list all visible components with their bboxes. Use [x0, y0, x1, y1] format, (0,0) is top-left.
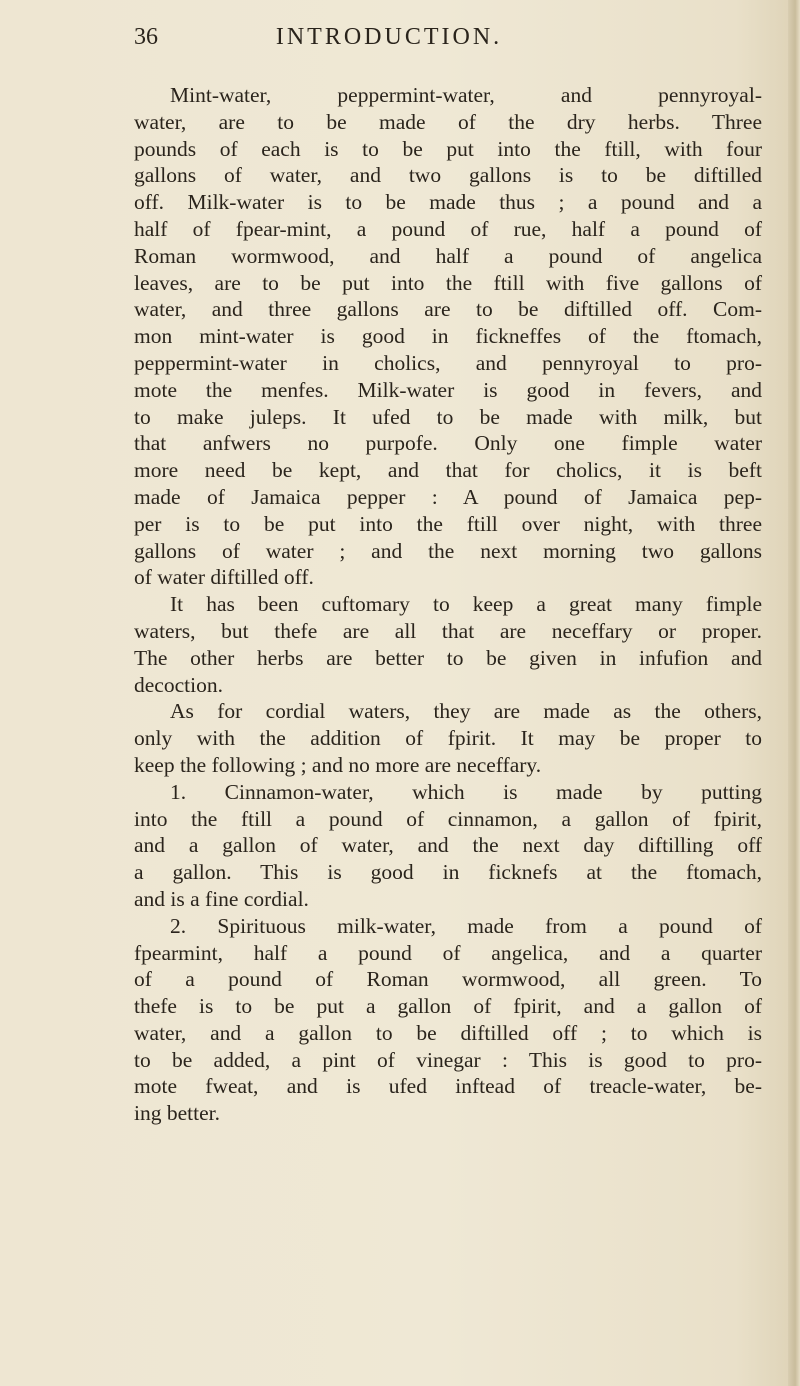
text-line: mon mint-water is good in fickneffes of the ftomach, [134, 324, 762, 349]
text-line: gallons of water, and two gallons is to be diftilled [134, 163, 762, 188]
text-line: keep the following ; and no more are neceffary. [134, 752, 542, 777]
text-line: As for cordial waters, they are made as the others, [170, 699, 762, 724]
text-line: pounds of each is to be put into the ftill, with four [134, 136, 762, 161]
text-line: more need be kept, and that for cholics, it is beft [134, 458, 762, 483]
text-line: Roman wormwood, and half a pound of angelica [134, 243, 762, 268]
text-line: decoction. [134, 672, 223, 697]
text-line: half of fpear-mint, a pound of rue, half a pound of [134, 216, 762, 241]
text-line: only with the addition of fpirit. It may be proper to [134, 726, 762, 751]
text-line: water, and a gallon to be diftilled off ; to which is [134, 1020, 762, 1045]
text-line: peppermint-water in cholics, and pennyroyal to pro- [134, 350, 762, 375]
text-line: and a gallon of water, and the next day diftilling off [134, 833, 762, 858]
text-line: mote the menfes. Milk-water is good in fevers, and [134, 377, 762, 402]
text-line: of a pound of Roman wormwood, all green. To [134, 967, 762, 992]
text-line: off. Milk-water is to be made thus ; a pound and a [134, 190, 762, 215]
page-header [134, 24, 634, 64]
running-head: INTRODUCTION. [275, 24, 503, 50]
text-line: fpearmint, half a pound of angelica, and a quarter [134, 940, 762, 965]
text-line: into the ftill a pound of cinnamon, a gallon of fpirit, [134, 806, 762, 831]
text-line: and is a fine cordial. [134, 886, 309, 911]
text-line: to be added, a pint of vinegar : This is good to pro- [134, 1047, 762, 1072]
text-line: 2. Spirituous milk-water, made from a pound of [170, 913, 762, 938]
page-gutter-shadow [788, 0, 800, 1386]
text-line: a gallon. This is good in ficknefs at the ftomach, [134, 860, 762, 885]
text-line: per is to be put into the ftill over night, with three [134, 511, 762, 536]
text-line: Mint-water, peppermint-water, and pennyroyal- [170, 83, 762, 107]
text-line: water, and three gallons are to be diftilled off. Com- [134, 297, 762, 322]
text-line: made of Jamaica pepper : A pound of Jamaica pep- [134, 484, 762, 509]
text-line: gallons of water ; and the next morning two gallons [134, 538, 762, 563]
text-line: 1. Cinnamon-water, which is made by putting [170, 779, 762, 804]
text-line: water, are to be made of the dry herbs. Three [134, 109, 762, 134]
text-line: The other herbs are better to be given in infufion and [134, 645, 762, 670]
text-line: that anfwers no purpofe. Only one fimple water [134, 431, 762, 456]
text-line: It has been cuftomary to keep a great many fimple [170, 592, 762, 617]
text-line: to make juleps. It ufed to be made with milk, but [134, 404, 762, 429]
text-line: of water diftilled off. [134, 565, 314, 590]
text-line: ing better. [134, 1101, 220, 1126]
body-text [134, 82, 762, 1127]
text-line: waters, but thefe are all that are neceffary or proper. [134, 618, 762, 643]
text-line: leaves, are to be put into the ftill with five gallons of [134, 270, 762, 295]
page-number: 36 [134, 24, 158, 50]
text-line: mote fweat, and is ufed inftead of treacle-water, be- [134, 1074, 762, 1099]
text-line: thefe is to be put a gallon of fpirit, and a gallon of [134, 994, 762, 1019]
